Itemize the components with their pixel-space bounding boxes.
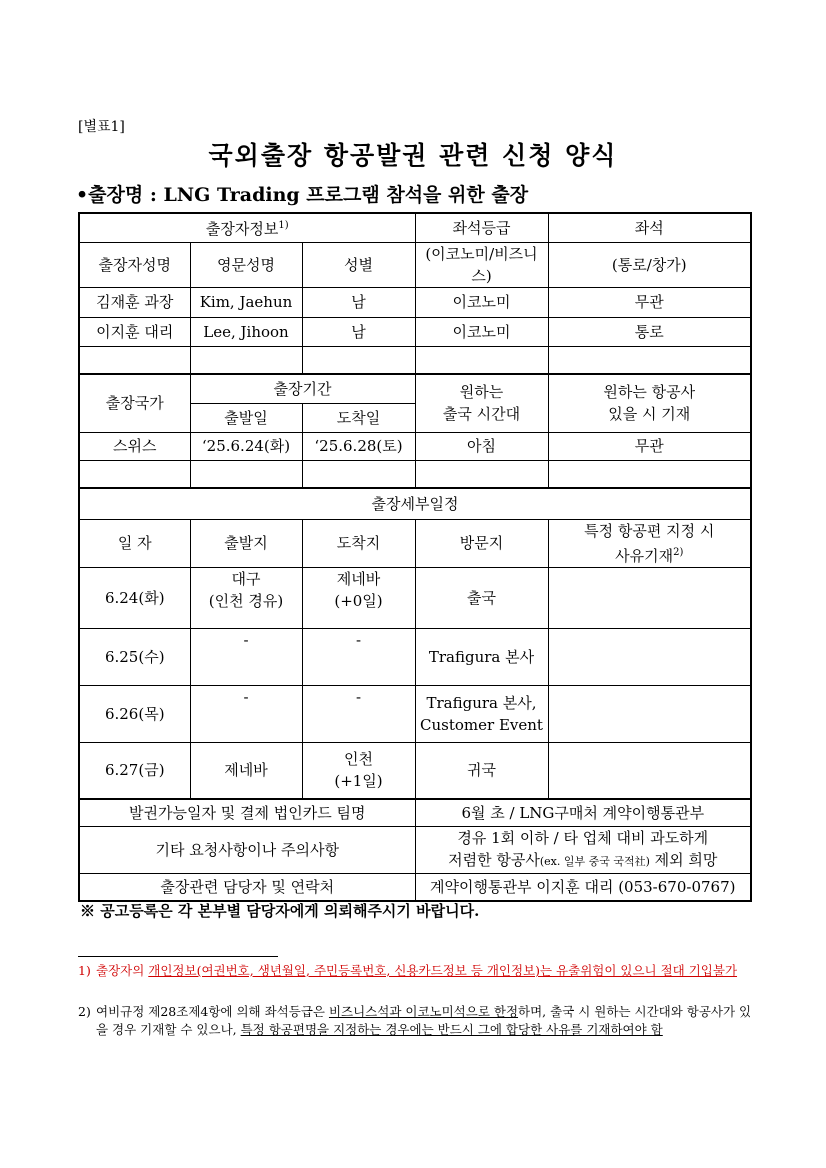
schedule-destination[interactable]: 인천 (+1일) (302, 742, 415, 799)
schedule-origin[interactable]: - (190, 685, 302, 742)
col-gender: 성별 (302, 242, 415, 287)
col-date: 일 자 (79, 519, 190, 567)
schedule-reason[interactable] (548, 628, 751, 685)
traveler-gender[interactable]: 남 (302, 317, 415, 346)
departure-time[interactable]: 아침 (415, 432, 548, 460)
footnote-ref-1: 1) (278, 220, 289, 232)
schedule-destination[interactable]: 제네바 (+0일) (302, 567, 415, 628)
traveler-seat[interactable]: 무관 (548, 287, 751, 317)
col-destination: 도착지 (302, 519, 415, 567)
schedule-visit[interactable]: 귀국 (415, 742, 548, 799)
footnote-2-number: 2) (78, 1004, 91, 1019)
annex-tag: [별표1] (78, 119, 125, 135)
schedule-reason[interactable] (548, 567, 751, 628)
schedule-row (79, 567, 751, 628)
traveler-gender[interactable] (302, 346, 415, 374)
arrival-date[interactable] (302, 460, 415, 488)
traveler-name[interactable]: 이지훈 대리 (79, 317, 190, 346)
col-origin: 출발지 (190, 519, 302, 567)
traveler-name[interactable] (79, 346, 190, 374)
seat-class-header: 좌석등급 (415, 213, 548, 242)
trip-name: •출장명 : LNG Trading 프로그램 참석을 위한 출장 (76, 184, 529, 206)
schedule-header: 출장세부일정 (79, 488, 751, 519)
period-row (79, 432, 751, 460)
preferred-airline-header: 원하는 항공사 있을 시 기재 (548, 374, 751, 432)
departure-date-header: 출발일 (190, 403, 302, 432)
footnote-divider (78, 956, 278, 957)
period-header: 출장기간 (190, 374, 415, 403)
traveler-name[interactable]: 김재훈 과장 (79, 287, 190, 317)
traveler-seat-class[interactable] (415, 346, 548, 374)
trip-country[interactable] (79, 460, 190, 488)
trip-country[interactable]: 스위스 (79, 432, 190, 460)
seat-header: 좌석 (548, 213, 751, 242)
traveler-seat[interactable] (548, 346, 751, 374)
issue-date-label: 발권가능일자 및 결제 법인카드 팀명 (79, 799, 415, 826)
col-visit: 방문지 (415, 519, 548, 567)
footnote-ref-2: 2) (673, 546, 684, 558)
departure-date[interactable] (190, 460, 302, 488)
traveler-gender[interactable]: 남 (302, 287, 415, 317)
schedule-visit[interactable]: Trafigura 본사, Customer Event (415, 685, 548, 742)
schedule-row (79, 628, 751, 685)
notice-text: ※ 공고등록은 각 본부별 담당자에게 의뢰해주시기 바랍니다. (80, 902, 480, 920)
schedule-destination[interactable]: - (302, 628, 415, 685)
col-reason: 특정 항공편 지정 시 사유기재$^{2)}$ (548, 519, 751, 567)
page-title: 국외출장 항공발권 관련 신청 양식 (208, 141, 618, 170)
traveler-english-name[interactable]: Kim, Jaehun (190, 287, 302, 317)
schedule-date[interactable]: 6.27(금) (79, 742, 190, 799)
schedule-visit[interactable]: 출국 (415, 567, 548, 628)
schedule-visit[interactable]: Trafigura 본사 (415, 628, 548, 685)
schedule-origin[interactable]: 제네바 (190, 742, 302, 799)
contact-label: 출장관련 담당자 및 연락처 (79, 873, 415, 901)
traveler-row (79, 287, 751, 317)
departure-date[interactable]: ‘25.6.24(화) (190, 432, 302, 460)
departure-time[interactable] (415, 460, 548, 488)
seat-sub: (통로/창가) (548, 242, 751, 287)
traveler-info-header: 출장자정보$^{1)}$ (79, 213, 415, 242)
schedule-date[interactable]: 6.26(목) (79, 685, 190, 742)
request-label: 기타 요청사항이나 주의사항 (79, 826, 415, 873)
contact-value[interactable]: 계약이행통관부 이지훈 대리 (053-670-0767) (415, 873, 751, 901)
country-header: 출장국가 (79, 374, 190, 432)
seat-class-sub: (이코노미/비즈니스) (415, 242, 548, 287)
arrival-date[interactable]: ‘25.6.28(토) (302, 432, 415, 460)
schedule-reason[interactable] (548, 685, 751, 742)
schedule-date[interactable]: 6.25(수) (79, 628, 190, 685)
period-row (79, 460, 751, 488)
footnote-2: 2) 여비규정 제28조제4항에 의해 좌석등급은 비즈니스석과 이코노미석으로 한정하며, 출국 시 원하는 시간대와 항공사가 있을 경우 기재할 수 있으나, 특정 항공편명을 지정하는 경우에는 반드시 그에 합당한 사유를 기재하여야 함 (78, 1004, 752, 1037)
arrival-date-header: 도착일 (302, 403, 415, 432)
traveler-row (79, 317, 751, 346)
col-english-name: 영문성명 (190, 242, 302, 287)
request-value[interactable]: 경유 1회 이하 / 타 업체 대비 과도하게 저렴한 항공사(ex. 일부 중국 국적社) 제외 희망 (415, 826, 751, 873)
traveler-seat-class[interactable]: 이코노미 (415, 287, 548, 317)
preferred-airline[interactable] (548, 460, 751, 488)
application-form-table (78, 212, 752, 902)
schedule-row (79, 685, 751, 742)
schedule-origin[interactable]: - (190, 628, 302, 685)
traveler-seat[interactable]: 통로 (548, 317, 751, 346)
schedule-reason[interactable] (548, 742, 751, 799)
traveler-row (79, 346, 751, 374)
schedule-date[interactable]: 6.24(화) (79, 567, 190, 628)
schedule-row (79, 742, 751, 799)
col-traveler-name: 출장자성명 (79, 242, 190, 287)
preferred-airline[interactable]: 무관 (548, 432, 751, 460)
departure-time-header: 원하는 출국 시간대 (415, 374, 548, 432)
issue-date-value[interactable]: 6월 초 / LNG구매처 계약이행통관부 (415, 799, 751, 826)
traveler-english-name[interactable] (190, 346, 302, 374)
footnote-1: 1) 출장자의 개인정보(여권번호, 생년월일, 주민등록번호, 신용카드정보 등 개인정보)는 유출위험이 있으니 절대 기입불가 (78, 963, 738, 978)
footnote-1-number: 1) (78, 963, 91, 978)
schedule-origin[interactable]: 대구 (인천 경유) (190, 567, 302, 628)
traveler-english-name[interactable]: Lee, Jihoon (190, 317, 302, 346)
schedule-destination[interactable]: - (302, 685, 415, 742)
traveler-seat-class[interactable]: 이코노미 (415, 317, 548, 346)
